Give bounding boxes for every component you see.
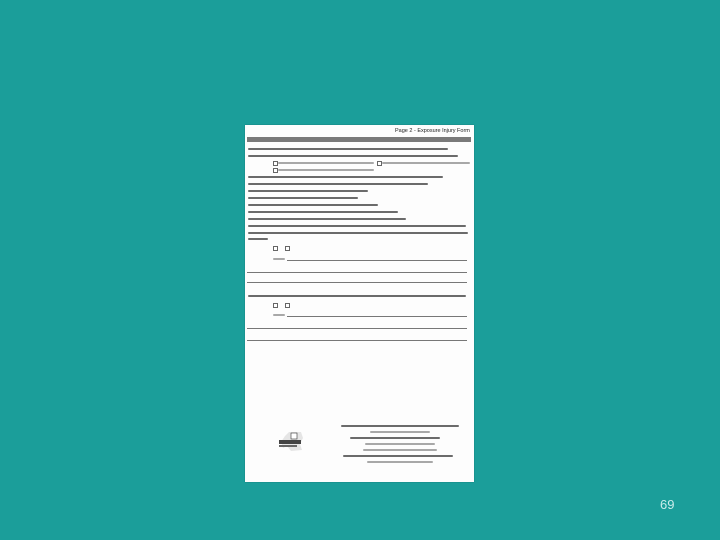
option-line	[382, 162, 470, 164]
question-line	[248, 218, 406, 220]
question-line	[248, 204, 378, 206]
answer-rule	[247, 282, 467, 283]
footer-line	[370, 431, 430, 433]
question-line	[248, 176, 443, 178]
ohio-state-logo	[273, 430, 307, 452]
question-line	[248, 190, 368, 192]
option-line	[278, 169, 374, 171]
question-line	[248, 197, 358, 199]
question-line	[248, 238, 268, 240]
question-line	[248, 183, 428, 185]
footer-line	[365, 443, 435, 445]
slide-number: 69	[660, 497, 675, 512]
answer-rule	[287, 316, 467, 317]
checkbox-no[interactable]	[285, 303, 290, 308]
answer-rule	[287, 260, 467, 261]
footer-line	[363, 449, 437, 451]
section-header-bar	[247, 137, 471, 142]
explain-label	[273, 314, 285, 316]
form-page-image	[245, 125, 474, 482]
footer-line	[350, 437, 440, 439]
checkbox-no[interactable]	[285, 246, 290, 251]
checkbox-yes[interactable]	[273, 303, 278, 308]
answer-rule	[247, 272, 467, 273]
footer-line	[343, 455, 453, 457]
checkbox-yes[interactable]	[273, 246, 278, 251]
question-line	[248, 211, 398, 213]
question-line	[248, 155, 458, 157]
question-line	[248, 148, 448, 150]
option-line	[278, 162, 374, 164]
question-line	[248, 232, 468, 234]
answer-rule	[247, 340, 467, 341]
explain-label	[273, 258, 285, 260]
question-line	[248, 225, 466, 227]
answer-rule	[247, 328, 467, 329]
page-header: Page 2 - Exposure Injury Form	[395, 128, 470, 134]
footer-line	[367, 461, 433, 463]
footer-line	[341, 425, 459, 427]
question-line	[248, 295, 466, 297]
